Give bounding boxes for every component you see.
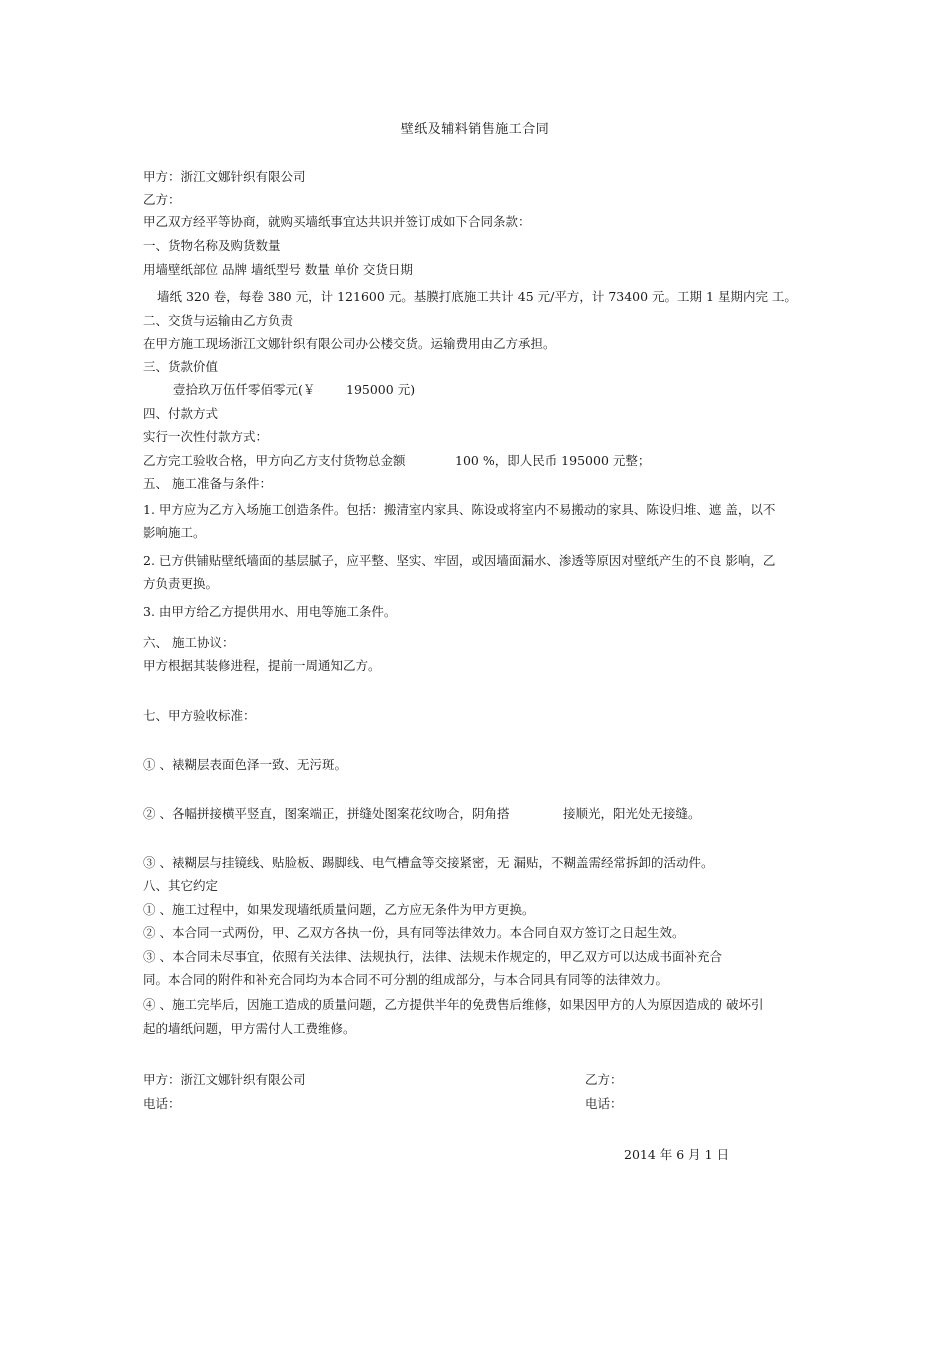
signature-party-b-phone: 电话： [585,1096,623,1111]
section-1-detail: 墙纸 320 卷，每卷 380 元，计 121600 元。基膜打底施工共计 45 元/平方，计 73400 元。工期 1 星期内完 工。 [157,289,797,304]
section-8-item-3-line-2: 同。本合同的附件和补充合同均为本合同不可分割的组成部分，与本合同具有同等的法律效力。 [143,972,669,987]
section-5-item-2-line-1: 2. 已方供铺贴壁纸墙面的基层腻子，应平整、坚实、牢固，或因墙面漏水、渗透等原因对壁纸产生的不良 影响，乙 [143,553,776,568]
payment-terms-b: 100 %，即人民币 195000 元整； [455,453,651,468]
section-5-heading: 五、 施工准备与条件： [143,476,272,491]
party-b-label: 乙方： [143,192,181,207]
section-8-item-4-line-2: 起的墙纸问题，甲方需付人工费维修。 [143,1021,356,1036]
section-3-heading: 三、货款价值 [143,359,219,374]
section-7-item-2-a: ② 、各幅拼接横平竖直，图案端正，拼缝处图案花纹吻合，阴角搭 [143,806,510,821]
section-5-item-1-line-1: 1. 甲方应为乙方入场施工创造条件。包括：搬清室内家具、陈设或将室内不易搬动的家具、陈设归堆、遮 盖，以不 [143,502,776,517]
section-5-item-3: 3. 由甲方给乙方提供用水、用电等施工条件。 [143,604,397,619]
signature-party-a: 甲方：浙江文娜针织有限公司 [143,1072,306,1087]
signature-party-b: 乙方： [585,1072,623,1087]
amount-number: 195000 元) [346,382,416,397]
section-8-item-2: ② 、本合同一式两份，甲、乙双方各执一份，具有同等法律效力。本合同自双方签订之日起生效。 [143,925,685,940]
payment-terms-a: 乙方完工验收合格，甲方向乙方支付货物总金额 [143,453,406,468]
payment-method: 实行一次性付款方式： [143,429,269,444]
section-2-heading: 二、交货与运输由乙方负责 [143,313,294,328]
intro-text: 甲乙双方经平等协商，就购买墙纸事宜达共识并签订成如下合同条款： [143,214,531,229]
section-8-item-1: ① 、施工过程中，如果发现墙纸质量问题，乙方应无条件为甲方更换。 [143,902,535,917]
party-a-label: 甲方：浙江文娜针织有限公司 [143,169,306,184]
section-7-item-3: ③ 、裱糊层与挂镜线、贴脸板、踢脚线、电气槽盒等交接紧密，无 漏贴，不糊盖需经常拆卸的活动件。 [143,855,714,870]
section-5-item-2-line-2: 方负责更换。 [143,576,219,591]
section-2-text: 在甲方施工现场浙江文娜针织有限公司办公楼交货。运输费用由乙方承担。 [143,336,556,351]
section-7-heading: 七、甲方验收标准： [143,708,256,723]
section-4-heading: 四、付款方式 [143,406,219,421]
document-title: 壁纸及辅料销售施工合同 [400,122,550,137]
section-6-heading: 六、 施工协议： [143,635,235,650]
amount-in-words: 壹拾玖万伍仟零佰零元(￥ [173,382,316,397]
section-1-columns: 用墙壁纸部位 品牌 墙纸型号 数量 单价 交货日期 [143,262,413,277]
signature-party-a-phone: 电话： [143,1096,181,1111]
section-7-item-2-b: 接顺光，阳光处无接缝。 [563,806,701,821]
section-6-text: 甲方根据其装修进程，提前一周通知乙方。 [143,658,381,673]
section-8-item-4-line-1: ④ 、施工完毕后，因施工造成的质量问题，乙方提供半年的免费售后维修，如果因甲方的人为原因造成的 破坏引 [143,997,764,1012]
section-5-item-1-line-2: 影响施工。 [143,525,206,540]
section-8-heading: 八、其它约定 [143,878,219,893]
contract-date: 2014 年 6 月 1 日 [624,1147,730,1162]
section-7-item-1: ① 、裱糊层表面色泽一致、无污斑。 [143,757,347,772]
section-8-item-3-line-1: ③ 、本合同未尽事宜，依照有关法律、法规执行，法律、法规未作规定的，甲乙双方可以达成书面补充合 [143,949,722,964]
section-1-heading: 一、货物名称及购货数量 [143,238,281,253]
